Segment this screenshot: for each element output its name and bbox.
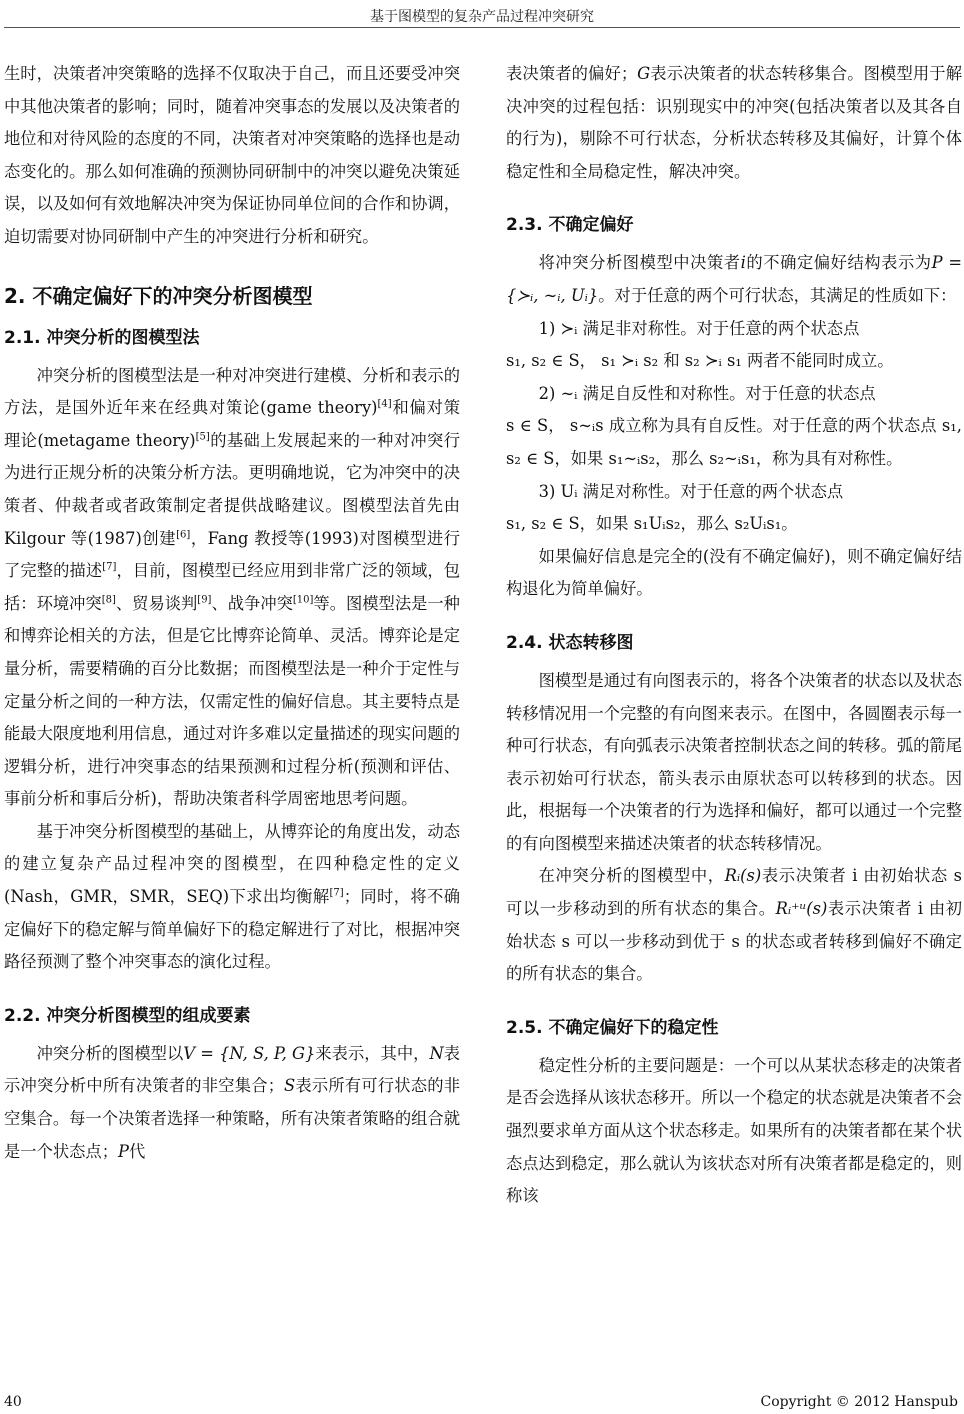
paragraph-graph-model-method <box>4 360 460 816</box>
paragraph-intro-continued: 生时，决策者冲突策略的选择不仅取决于自己，而且还要受冲突中其他决策者的影响；同时，随着冲突事态的发展以及决策者的地位和对待风险的态度的不同，决策者对冲突策略的选择也是动态变化的。那么如何准确的预测协同研制中的冲突以避免决策延误，以及如何有效地解决冲突为保证协同单位间的合作和协调，迫切需要对协同研制中产生的冲突进行分析和研究。 <box>4 64 460 246</box>
text: 表决策者的偏好； <box>506 64 638 83</box>
text: ；同时，将不确定偏好下的稳定解与简单偏好下的稳定解进行了对比，根据冲突路径预测了整个冲突事态的演化过程。 <box>4 887 460 972</box>
citation[interactable]: [7] <box>329 887 344 899</box>
property-item-1-cont: s₁, s₂ ∈ S， s₁ ≻ᵢ s₂ 和 s₂ ≻ᵢ s₁ 两者不能同时成立。 <box>506 351 894 371</box>
formula-improvement-set: Rᵢ⁺ᵘ(s) <box>775 899 828 919</box>
text: 表示所有可行状态的非空集合。每一个决策者选择一种策略，所有决策者策略的组合就是一个状态点； <box>4 1076 460 1161</box>
section-2-heading: 2. 不确定偏好下的冲突分析图模型 <box>4 283 313 308</box>
text: 、战争冲突 <box>211 593 293 613</box>
property-item-2: 2) ∼ᵢ 满足自反性和对称性。对于任意的状态点 <box>538 383 876 403</box>
section-2-5-heading: 2.5. 不确定偏好下的稳定性 <box>506 1017 719 1038</box>
math-symbol: P <box>117 1141 129 1161</box>
text: 的不确定偏好结构表示为 <box>745 253 932 273</box>
text: 来表示，其中， <box>315 1043 430 1063</box>
text: 表示冲突分析中所有决策者的非空集合； <box>4 1043 460 1096</box>
citation[interactable]: [8] <box>101 594 116 606</box>
formula-graph-model: V = {N, S, P, G} <box>183 1043 316 1063</box>
text: 的基础上发展起来的一种对冲突行为进行正规分析的决策分析方法。更明确地说，它为冲突中的决策者、仲裁者或者政策制定者提供战略建议。图模型法首先由Kilgour 等(1987)创建 <box>4 430 460 548</box>
copyright-notice: Copyright © 2012 Hanspub <box>760 1394 958 1410</box>
text: 。对于任意的两个可行状态，其满足的性质如下： <box>598 285 957 305</box>
left-column <box>4 58 460 1168</box>
text: 表示决策者的状态转移集合。图模型用于解决冲突的过程包括：识别现实中的冲突(包括决策者以及其各自的行为)，剔除不可行状态，分析状态转移及其偏好，计算个体稳定性和全局稳定性，解决冲突。 <box>506 64 962 181</box>
text: ，目前，图模型已经应用到非常广泛的领域，包括：环境冲突 <box>4 561 460 613</box>
paragraph-approach <box>4 816 460 979</box>
paragraph-components-continued <box>506 58 962 188</box>
text: 基于冲突分析图模型的基础上，从博弈论的角度出发，动态的建立复杂产品过程冲突的图模型，在四种稳定性的定义(Nash，GMR，SMR，SEQ)下求出均衡解 <box>4 821 460 907</box>
text: 代 <box>128 1141 146 1161</box>
math-symbol: S <box>284 1076 296 1096</box>
text: 表示决策者 i 由初始状态 s 可以一步移动到优于 s 的状态或者转移到偏好不确定的所有状态的集合。 <box>506 899 962 984</box>
section-2-4-heading: 2.4. 状态转移图 <box>506 632 634 653</box>
paragraph-simple-preference: 如果偏好信息是完全的(没有不确定偏好)，则不确定偏好结构退化为简单偏好。 <box>506 546 962 599</box>
paragraph-reachable-sets <box>506 860 962 990</box>
property-item-2-cont: s ∈ S， s∼ᵢs 成立称为具有自反性。对于任意的两个状态点 s₁, s₂ ∈ S，如果 s₁∼ᵢs₂，那么 s₂∼ᵢs₁，称为具有对称性。 <box>506 416 962 468</box>
running-header: 基于图模型的复杂产品过程冲突研究 <box>370 9 594 25</box>
property-item-3-cont: s₁, s₂ ∈ S，如果 s₁Uᵢs₂，那么 s₂Uᵢs₁。 <box>506 514 798 534</box>
text: 在冲突分析的图模型中， <box>538 866 725 886</box>
citation[interactable]: [5] <box>195 431 210 443</box>
citation[interactable]: [10] <box>292 594 314 606</box>
formula-reachable-set: Rᵢ(s) <box>724 866 762 886</box>
math-symbol: N <box>429 1043 444 1063</box>
citation[interactable]: [4] <box>377 398 392 410</box>
citation[interactable]: [9] <box>197 594 212 606</box>
text: 等。图模型法是一种和博弈论相关的方法，但是它比博弈论简单、灵活。博弈论是定量分析，需要精确的百分比数据；而图模型法是一种介于定性与定量分析之间的一种方法，仅需定性的偏好信息。其主要特点是能最大限度地利用信息，通过对许多难以定量描述的现实问题的逻辑分析，进行冲突事态的结果预测和过程分析(预测和评估、事前分析和事后分析)，帮助决策者科学周密地思考问题。 <box>4 593 460 809</box>
section-2-1-heading: 2.1. 冲突分析的图模型法 <box>4 327 200 348</box>
property-item-3: 3) Uᵢ 满足对称性。对于任意的两个状态点 <box>538 481 844 501</box>
math-symbol: G <box>637 64 651 83</box>
page-number: 40 <box>4 1394 22 1410</box>
text: 表示决策者 i 由初始状态 s 可以一步移动到的所有状态的集合。 <box>506 866 962 919</box>
property-item-1: 1) ≻ᵢ 满足非对称性。对于任意的两个状态点 <box>538 318 860 338</box>
paragraph-components <box>4 1038 460 1168</box>
paragraph-state-transition: 图模型是通过有向图表示的，将各个决策者的状态以及状态转移情况用一个完整的有向图来表示。在图中，各圆圈表示每一种可行状态，有向弧表示决策者控制状态之间的转移。弧的箭尾表示初始可行状态，箭头表示由原状态可以转移到的状态。因此，根据每一个决策者的行为选择和偏好，都可以通过一个完整的有向图模型来描述决策者的状态转移情况。 <box>506 670 962 853</box>
section-2-2-heading: 2.2. 冲突分析图模型的组成要素 <box>4 1005 251 1026</box>
text: 将冲突分析图模型中决策者 <box>538 253 741 273</box>
text: 和偏对策理论(metagame theory) <box>4 398 460 450</box>
section-2-3-heading: 2.3. 不确定偏好 <box>506 215 634 236</box>
right-column <box>506 58 962 1213</box>
text: ，Fang 教授等(1993)对图模型进行了完整的描述 <box>4 528 460 581</box>
text: 、贸易谈判 <box>115 593 198 613</box>
formula-preference-structure: P = {≻ᵢ, ∼ᵢ, Uᵢ} <box>506 253 962 305</box>
header-rule <box>4 27 960 28</box>
citation[interactable]: [6] <box>176 529 191 541</box>
text: 冲突分析的图模型法是一种对冲突进行建模、分析和表示的方法，是国外近年来在经典对策论(game theory) <box>4 365 460 418</box>
paragraph-uncertain-preference <box>506 247 962 312</box>
paragraph-stability: 稳定性分析的主要问题是：一个可以从某状态移走的决策者是否会选择从该状态移开。所以一个稳定的状态就是决策者不会强烈要求单方面从这个状态移走。如果所有的决策者都在某个状态点达到稳定，那么就认为该状态对所有决策者都是稳定的，则称该 <box>506 1055 962 1206</box>
text: 冲突分析的图模型以 <box>36 1043 184 1063</box>
math-symbol: i <box>740 253 746 273</box>
citation[interactable]: [7] <box>102 561 117 573</box>
